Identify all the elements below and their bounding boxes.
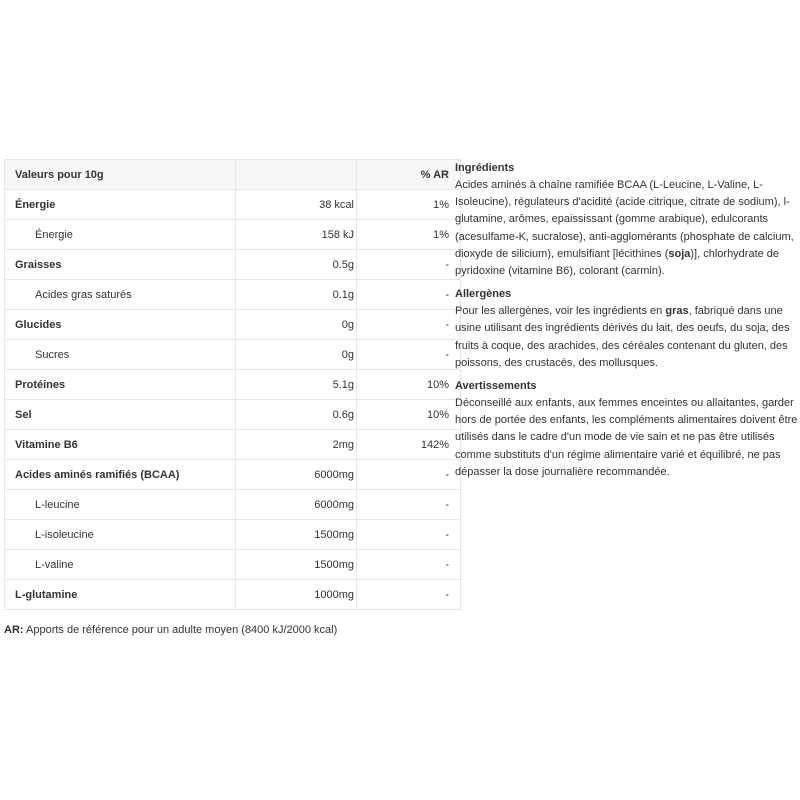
row-ar: - <box>357 550 461 580</box>
row-ar: 142% <box>357 430 461 460</box>
table-header-row <box>5 160 461 190</box>
warnings-section <box>455 378 800 481</box>
row-label: Acides aminés ramifiés (BCAA) <box>5 460 236 490</box>
allergens-text-part: , fabriqué dans une usine utilisant des ingrédients dérivés du lait, des oeufs, du soja, des fruits à coque, des arachides, des céréales contenant du gluten, des poissons, des crustacés, des mollusques. <box>455 305 790 369</box>
row-ar: - <box>357 460 461 490</box>
row-value: 0g <box>236 340 357 370</box>
ingredients-section <box>455 160 800 280</box>
row-ar: - <box>357 490 461 520</box>
allergens-text-part: Pour les allergènes, voir les ingrédients en <box>455 305 666 318</box>
nutrition-table <box>4 159 461 610</box>
ar-footnote <box>4 624 337 636</box>
row-ar: - <box>357 280 461 310</box>
row-label: L-valine <box>5 550 236 580</box>
allergens-title: Allergènes <box>455 288 512 301</box>
ingredients-text <box>455 177 800 280</box>
allergens-section <box>455 286 800 372</box>
table-row <box>5 460 461 490</box>
ingredients-text-part: Acides aminés à chaîne ramifiée BCAA (L-Leucine, L-Valine, L-Isoleucine), régulateurs d'acidité (acide citrique, citrate de sodium), l-glutamine, arômes, epaississant (gomme arabique), edulcorants (acesulfame-K, sucralose), anti-agglomérants (phosphate de calcium, dioxyde de silicium), emulsifiant [lécithines ( <box>455 179 794 260</box>
allergens-text <box>455 303 800 372</box>
row-value: 6000mg <box>236 460 357 490</box>
table-row <box>5 400 461 430</box>
row-value: 0g <box>236 310 357 340</box>
row-ar: - <box>357 250 461 280</box>
row-value: 0.5g <box>236 250 357 280</box>
row-value: 1500mg <box>236 520 357 550</box>
row-label: Énergie <box>5 190 236 220</box>
table-row <box>5 370 461 400</box>
row-ar: 1% <box>357 190 461 220</box>
table-row <box>5 520 461 550</box>
footnote-abbr: AR: <box>4 624 24 636</box>
row-label: L-leucine <box>5 490 236 520</box>
row-label: Énergie <box>5 220 236 250</box>
row-value: 6000mg <box>236 490 357 520</box>
row-ar: 10% <box>357 370 461 400</box>
row-ar: - <box>357 310 461 340</box>
header-label: Valeurs pour 10g <box>5 160 236 190</box>
row-value: 5.1g <box>236 370 357 400</box>
row-label: Vitamine B6 <box>5 430 236 460</box>
row-ar: - <box>357 580 461 610</box>
row-value: 1500mg <box>236 550 357 580</box>
row-label: Graisses <box>5 250 236 280</box>
footnote-text: Apports de référence pour un adulte moyen (8400 kJ/2000 kcal) <box>23 624 338 636</box>
table-row <box>5 430 461 460</box>
row-value: 2mg <box>236 430 357 460</box>
warnings-title: Avertissements <box>455 380 537 393</box>
table-row <box>5 280 461 310</box>
header-ar: % AR <box>357 160 461 190</box>
allergens-bold: gras <box>665 305 689 318</box>
table-row <box>5 220 461 250</box>
row-ar: - <box>357 340 461 370</box>
warnings-text: Déconseillé aux enfants, aux femmes enceintes ou allaitantes, garder hors de portée des enfants, les compléments alimentaires doivent être utilisés dans le cadre d'un mode de vie sain et ne pas être utilisés comme substituts d'un régime alimentaire varié et équilibré, ne pas dépasser la dose journalière recommandée. <box>455 397 798 478</box>
table-row <box>5 250 461 280</box>
header-value <box>236 160 357 190</box>
row-label: Acides gras saturés <box>5 280 236 310</box>
row-ar: 1% <box>357 220 461 250</box>
row-label: Sel <box>5 400 236 430</box>
row-ar: - <box>357 520 461 550</box>
row-label: L-glutamine <box>5 580 236 610</box>
ingredients-text-part: )], chlorhydrate de pyridoxine (vitamine B6), colorant (carmin). <box>455 247 780 278</box>
ingredients-title: Ingrédients <box>455 162 515 174</box>
product-info <box>455 160 800 487</box>
row-value: 1000mg <box>236 580 357 610</box>
ingredients-bold: soja <box>668 247 691 260</box>
row-value: 158 kJ <box>236 220 357 250</box>
row-label: L-isoleucine <box>5 520 236 550</box>
table-row <box>5 580 461 610</box>
table-row <box>5 490 461 520</box>
table-row <box>5 340 461 370</box>
row-ar: 10% <box>357 400 461 430</box>
table-row <box>5 310 461 340</box>
nutrition-table-body <box>5 190 461 610</box>
table-row <box>5 190 461 220</box>
row-value: 38 kcal <box>236 190 357 220</box>
table-row <box>5 550 461 580</box>
row-label: Protéines <box>5 370 236 400</box>
row-value: 0.1g <box>236 280 357 310</box>
row-label: Sucres <box>5 340 236 370</box>
row-label: Glucides <box>5 310 236 340</box>
row-value: 0.6g <box>236 400 357 430</box>
